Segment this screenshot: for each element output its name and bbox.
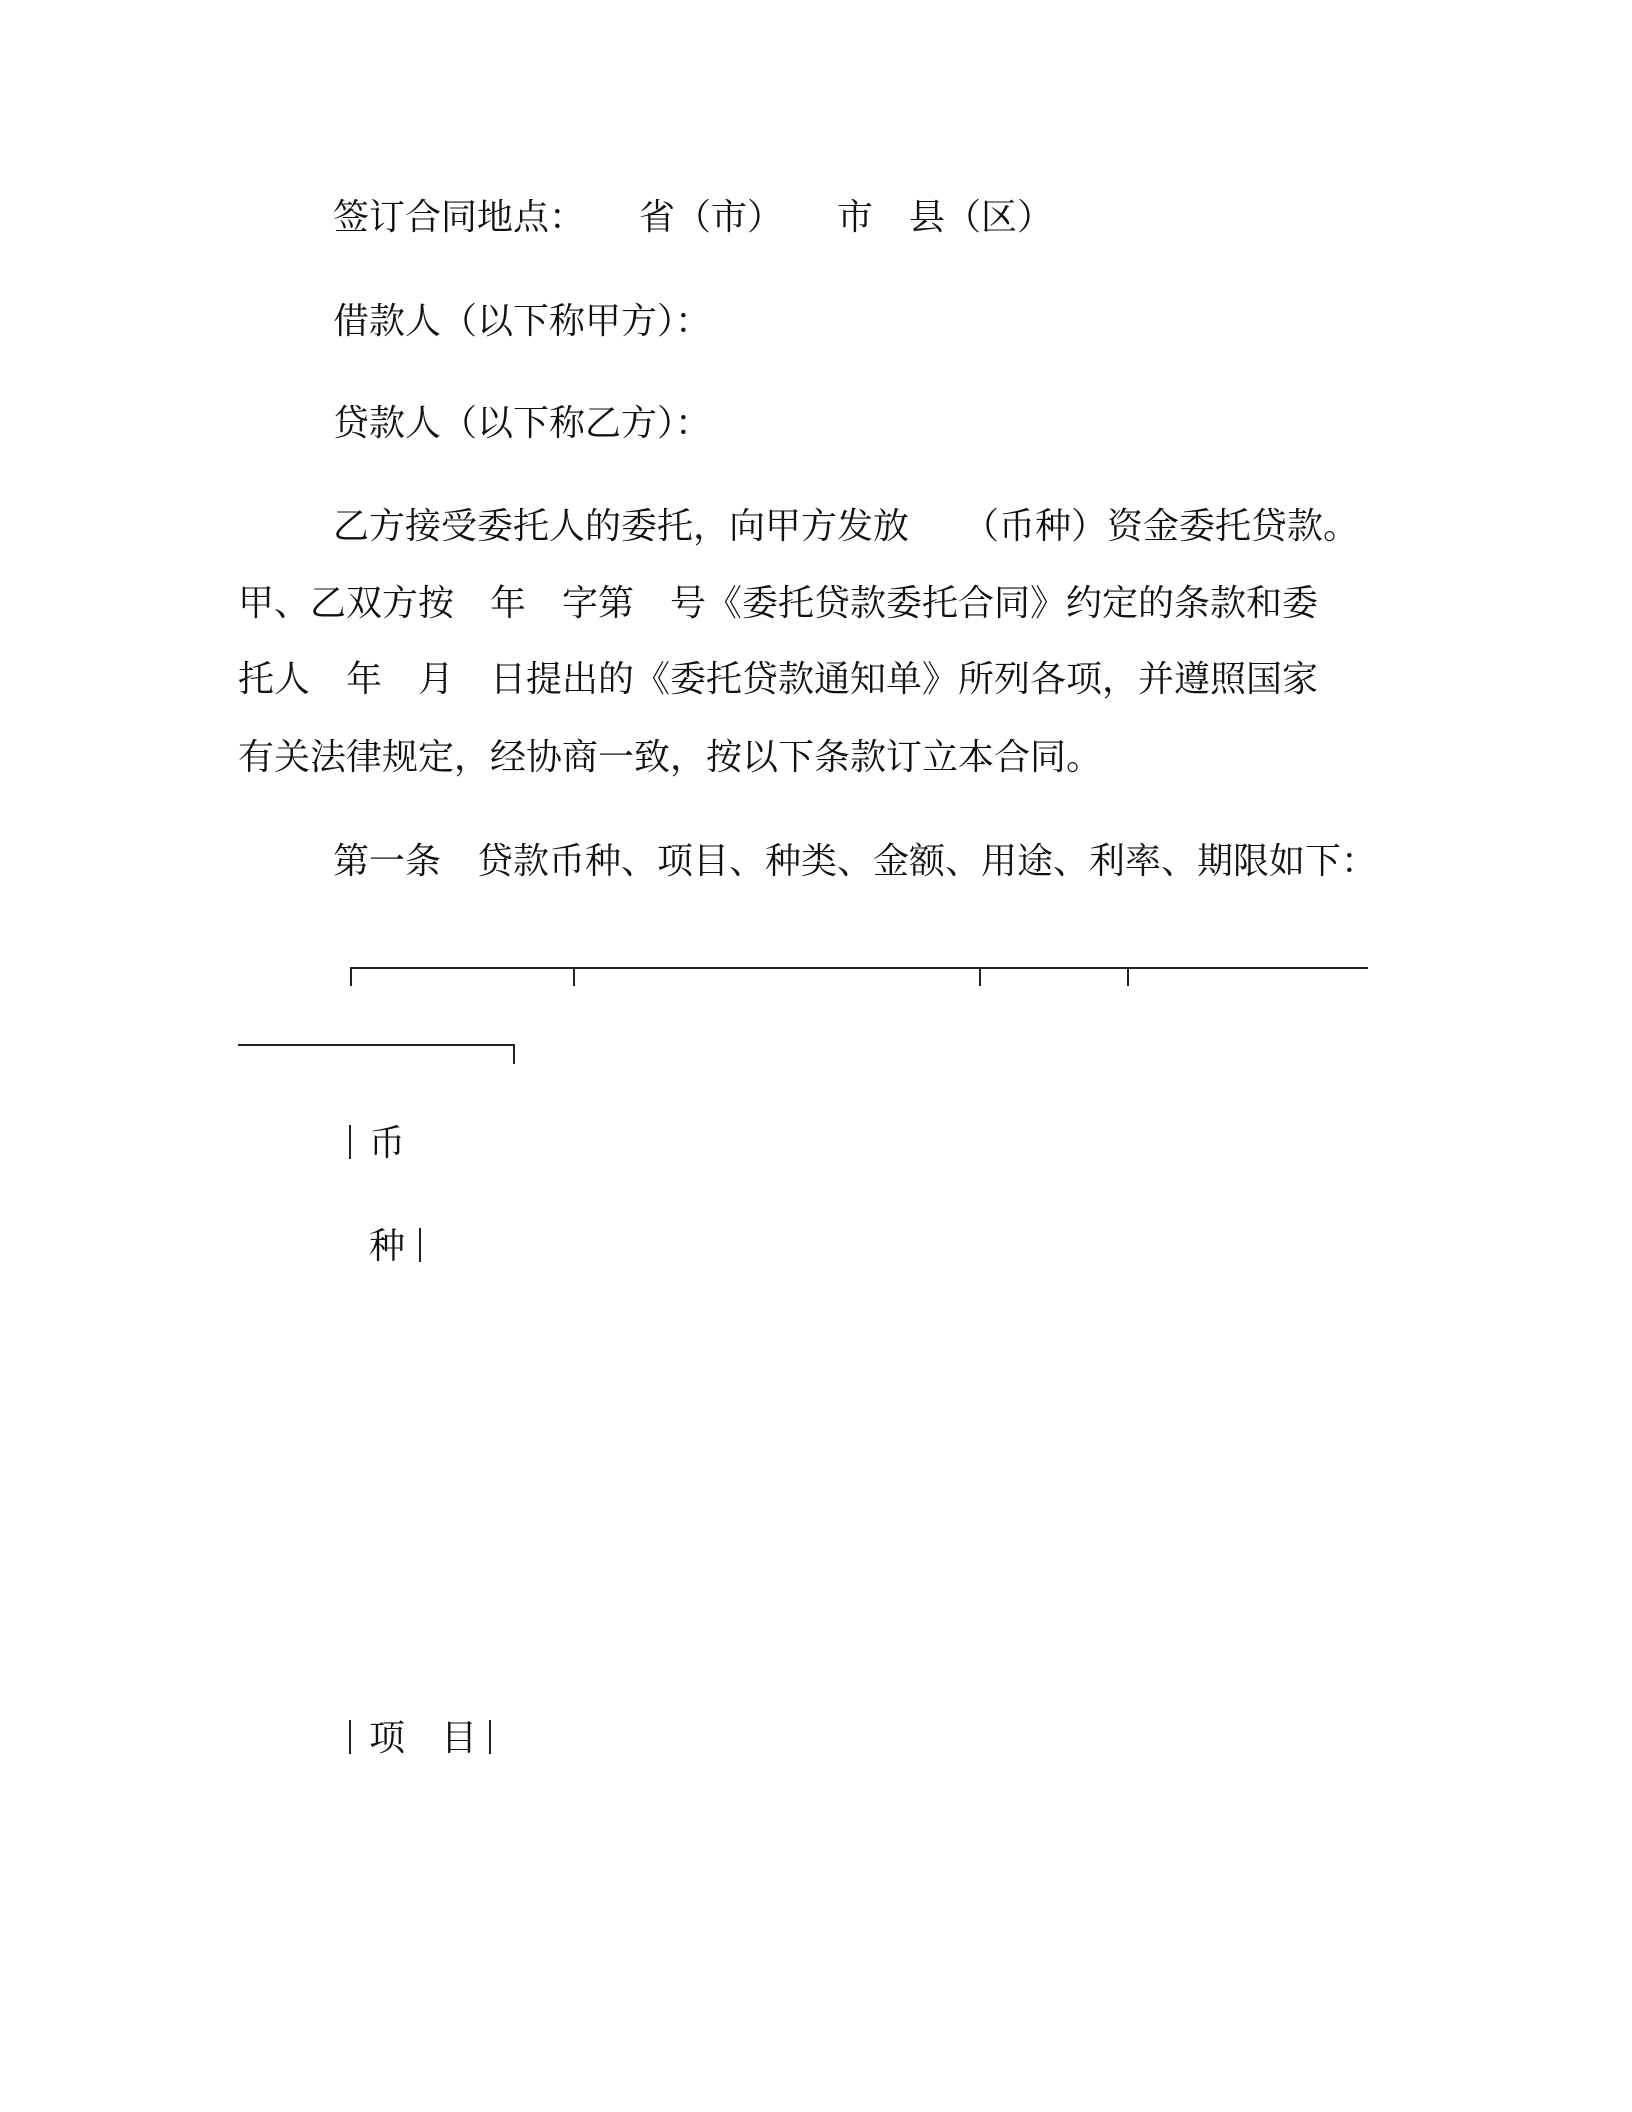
table-column-divider	[513, 1044, 515, 1064]
table-column-divider	[573, 967, 575, 986]
preamble-line-4: 有关法律规定，经协商一致，按以下条款订立本合同。	[238, 737, 1103, 778]
preamble-line-1: 乙方接受委托人的委托，向甲方发放 （币种）资金委托贷款。	[333, 506, 1360, 547]
cell-currency-label-2: 种	[369, 1226, 406, 1267]
cell-currency-label-1: 币	[369, 1123, 406, 1164]
preamble-line-3: 托人 年 月 日提出的《委托贷款通知单》所列各项，并遵照国家	[238, 659, 1319, 700]
cell-left-border	[349, 1720, 351, 1754]
signing-place-line: 签订合同地点： 省（市） 市 县（区）	[333, 197, 1054, 238]
borrower-line: 借款人（以下称甲方）：	[333, 301, 712, 342]
cell-left-border	[349, 1125, 351, 1159]
cell-project-label: 项 目	[369, 1718, 478, 1759]
cell-project	[349, 1717, 491, 1761]
table-column-divider	[979, 967, 981, 986]
lender-line: 贷款人（以下称乙方）：	[333, 403, 712, 444]
preamble-line-2: 甲、乙双方按 年 字第 号《委托贷款委托合同》约定的条款和委	[238, 583, 1319, 624]
cell-right-border	[489, 1720, 491, 1754]
cell-right-border	[419, 1228, 421, 1262]
article-1-heading: 第一条 贷款币种、项目、种类、金额、用途、利率、期限如下：	[333, 841, 1378, 882]
table-continuation-border	[238, 1044, 515, 1046]
table-column-divider	[1127, 967, 1129, 986]
table-column-divider	[350, 967, 352, 986]
cell-currency-top	[349, 1122, 405, 1166]
cell-currency-bottom	[369, 1225, 421, 1269]
table-top-border	[350, 967, 1368, 969]
